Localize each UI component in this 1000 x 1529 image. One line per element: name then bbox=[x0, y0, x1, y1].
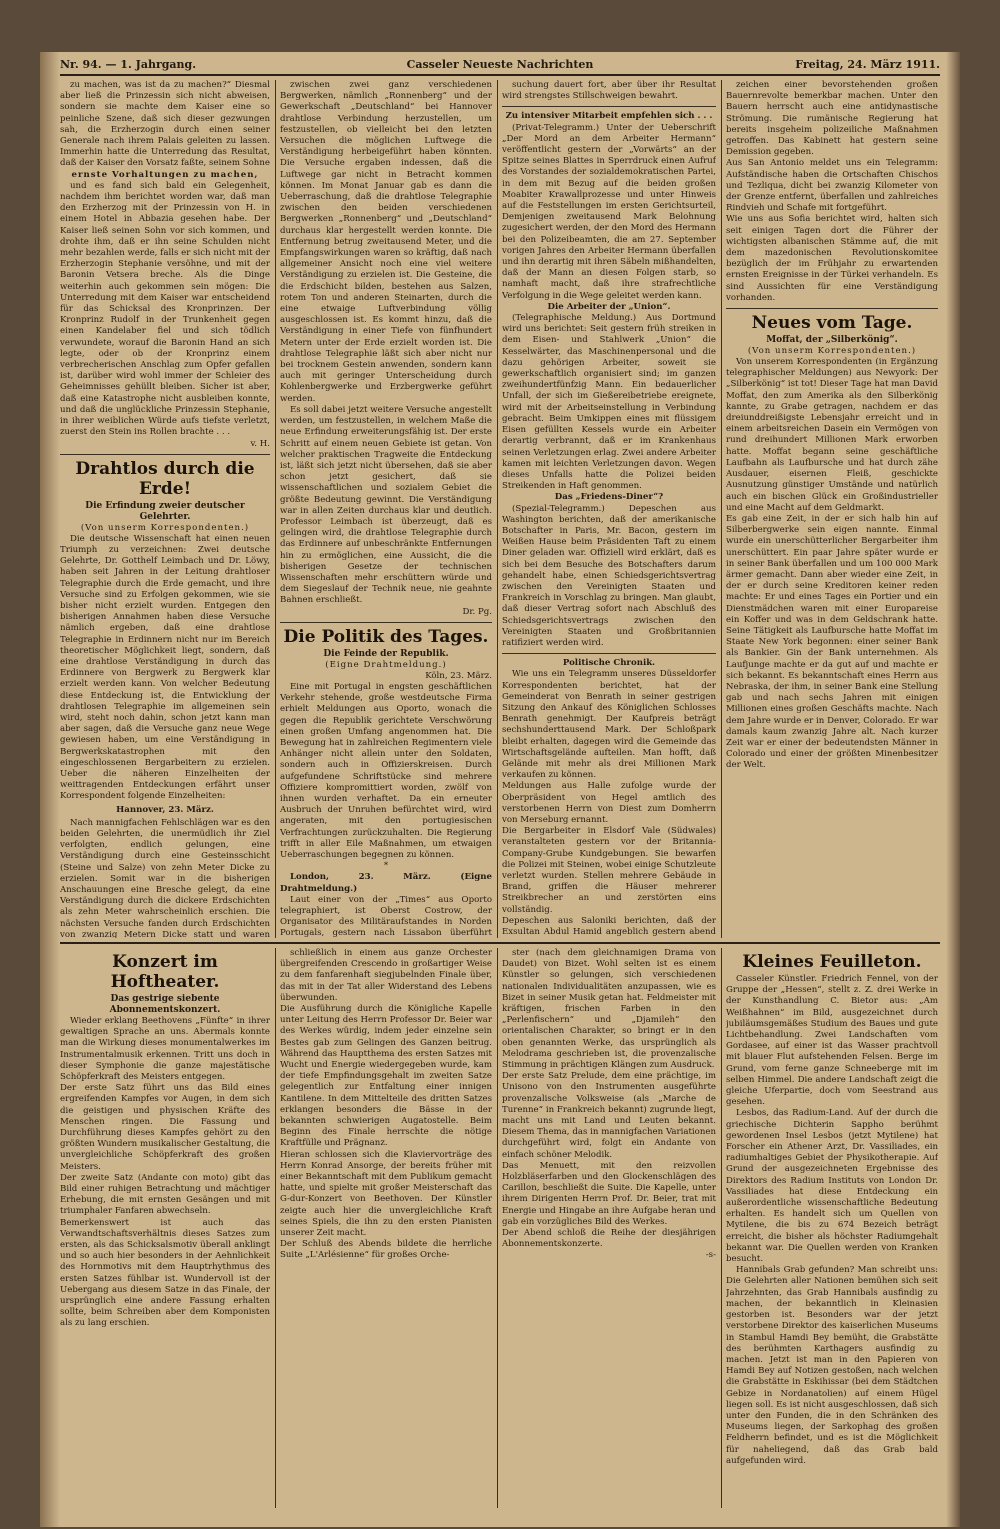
col2-dateline2: London, 23. März. (Eigne Drahtmeldung.) bbox=[280, 872, 492, 894]
bottom-column-4 bbox=[726, 948, 938, 1508]
section-rule bbox=[60, 942, 940, 944]
col1-dateline: Hannover, 23. März. bbox=[116, 804, 214, 815]
col3-head-1: Zu intensiver Mitarbeit empfehlen sich . . . bbox=[505, 111, 713, 122]
feuilleton-item-3: Hannibals Grab gefunden? Man schreibt uns: Die Gelehrten aller Nationen bemühen sich seit Jahrzehnten, das Grab Hannibals ausfindig zu machen, der bekanntlich in Kleinasien gestorben ist. Besonders war der jetzt verstorbene Direktor des kaiserlichen Museums in Stambul Hamdi Bey bemüht, die Grabstätte des berühmten Karthagers ausfindig zu machen. Jetzt ist man in den Papieren von Hamdi Bey auf Notizen gestoßen, nach welchen die Grabstätte in Eskihissar (bei dem Städtchen Gebize in Nordanatolien) auf einem Hügel liegen soll. Es ist nicht ausgeschlossen, daß sich unter den Funden, die in den Schränken des Museums liegen, der Sarkophag des großen Feldherrn befindet, und es ist die Möglichkeit für naheliegend, daß das Grab bald aufgefunden wird. bbox=[726, 1265, 938, 1466]
feuilleton-item-1: Casseler Künstler. Friedrich Fennel, von der Gruppe der „Hessen“, stellt z. Z. drei Werke in der Kunsthandlung C. Bietor aus: „Am Weißhahnen“ im Bild, ausgezeichnet durch jubiläumsgemäßes Studium des Baues und gute Lichtbehandlung. Zwei Landschaften vom Gordasee, auf einer ist das Wasser prachtvoll mit blauer Flut aufstehenden Felsen. Berge im Grund, vom ferne ganze Schneeberge mit im selben Himmel. Die andere Landschaft zeigt die gleiche Uferpartie, doch vom Seestrand aus gesehen. bbox=[726, 974, 938, 1108]
article-subtitle-konzert: Das gestrige siebente Abonnementskonzert. bbox=[109, 994, 221, 1015]
issue-number: Nr. 94. — 1. Jahrgang. bbox=[60, 58, 197, 71]
column-rule bbox=[497, 948, 498, 1508]
article-title-politik: Die Politik des Tages. bbox=[283, 626, 489, 647]
bottom-col3-text: ster (nach dem gleichnamigen Drama von Daudet) von Bizet. Wohl selten ist es einem Künstler so gelungen, sich verschiedenen nationalen Individualitäten anzupassen, wie es Bizet in seiner Musik getan hat. Feldmeister mit kräftigen, frischen Farben in den „Perlenfischern“ und „Djamileh“ den orientalischen Charakter, so bringt er in den oben genannten Werke, das ursprünglich als Melodrama geschrieben ist, die provenzalische Stimmung in prächtigen Klängen zum Ausdruck. Der erste Satz Prelude, dem eine prächtige, im Unisono von den Instrumenten ausgeführte provenzalische Volksweise (als „Marche de Turenne“ in Frankreich bekannt) zugrunde liegt, macht uns mit Land und Leuten bekannt. Diesem Thema, das in mannigfachen Variationen durchgeführt wird, folgt ein Andante von einfach schöner Melodik. Das Menuett, mit den reizvollen Holzbläserfarben und den Glockenschlägen des Carillon, beschließt die Suite. Die Kapelle, unter ihrem Dirigenten Herrn Prof. Dr. Beier, trat mit Energie und Hingabe an ihre Aufgabe heran und gab ein vorzügliches Bild des Werkes. Der Abend schloß die Reihe der diesjährigen Abonnementskonzerte. bbox=[502, 948, 716, 1250]
column-rule bbox=[721, 80, 722, 938]
divider bbox=[60, 454, 270, 455]
bottom-column-2 bbox=[280, 948, 492, 1508]
divider bbox=[726, 308, 938, 309]
column-4 bbox=[726, 80, 938, 938]
col3-text-d: (Spezial-Telegramm.) Depeschen aus Washington berichten, daß der amerikanische Botschafter in Paris, Mr. Bacon, gestern im Weißen Hause beim Präsidenten Taft zu einem Diner geladen war. Offiziell wird erklärt, daß es sich bei dem Besuche des Botschafters darum gehandelt habe, einen Schiedsgerichtsvertrag zwischen den Vereinigten Staaten und Frankreich in Vorschlag zu bringen. Man glaubt, daß dieser Vertrag sofort nach Abschluß des Schiedsgerichtsvertrags zwischen den Vereinigten Staaten und Großbritannien ratifiziert werden wird. bbox=[502, 503, 716, 648]
article-byline-drahtlos: (Von unserm Korrespondenten.) bbox=[80, 522, 250, 533]
column-rule bbox=[275, 80, 276, 938]
bottom-column-3 bbox=[502, 948, 716, 1508]
col2-text-c: Eine mit Portugal in engsten geschäftlichen Verkehr stehende, große westdeutsche Firma erhielt Meldungen aus Oporto, wonach die gegen die Republik gerichtete Verschwörung einen großen Umfang angenommen hat. Die Bewegung hat in zahlreichen Regimentern viele Anhänger nicht allein unter den Soldaten, sondern auch in Offizierskreisen. Durch aufgefundene Schriftstücke sind mehrere Offiziere kompromittiert worden, zwölf von ihnen wurden verhaftet. Da ein erneuter Ausbruch der Unruhen befürchtet wird, wird angeraten, mit den portugiesischen Verfrachtungen zurückzuhalten. Die Regierung trifft in aller Eile Maßnahmen, um etwaigen Ueberraschungen begegnen zu können. bbox=[280, 681, 492, 860]
column-1 bbox=[60, 80, 270, 938]
col1-text-top: zu machen, was ist da zu machen?“ Diesmal aber ließ die Prinzessin sich nicht abweisen, sondern sie machte dem Kaiser eine so peinliche Szene, daß sich dieser gezwungen sah, die Erzherzogin durch einen seiner Generale nach ihrem Palais geleiten zu lassen. Immerhin hatte die Unterredung das Resultat, daß der Kaiser den Vorsatz faßte, seinem Sohne bbox=[60, 80, 270, 169]
article-title-drahtlos: Drahtlos durch die Erde! bbox=[75, 458, 255, 499]
article-title-konzert: Konzert im Hoftheater. bbox=[110, 952, 220, 992]
column-rule bbox=[275, 948, 276, 1508]
article-subtitle-politik: Die Feinde der Republik. bbox=[323, 648, 449, 659]
article-byline-neues: (Von unserm Korrespondenten.) bbox=[747, 346, 917, 357]
column-3 bbox=[502, 80, 716, 938]
col3-text-b: (Privat-Telegramm.) Unter der Ueberschrift „Der Mord an dem Arbeiter Hermann“ veröffentlicht gestern der „Vorwärts“ an der Spitze seines Blattes in Sperrdruck einen Aufruf des Vorstandes der sozialdemokratischen Partei, in dem mit Bezug auf die beiden großen Moabiter Krawallprozesse und unter Hinweis auf die Feststellungen im ersten Gerichtsurteil, Demjenigen zweitausend Mark Belohnung zugesichert werden, der den Mord des Hermann bei den Polizeibeamten, die am 27. September vorigen Jahres den Arbeiter Hermann überfallen und ihn derartig mit ihren Säbeln mißhandelten, daß der Mann an diesen Folgen starb, so namhaft macht, daß ihre strafrechtliche Verfolgung in die Wege geleitet werden kann. bbox=[502, 122, 716, 301]
feuilleton-item-2: Lesbos, das Radium-Land. Auf der durch die griechische Dichterin Sappho berühmt gewordenen Insel Lesbos (jetzt Mytilene) hat Forscher ein Athener Arzt, Dr. Vassiliades, ein radiumhaltiges Gebiet der Physikotherapie. Auf Grund der ausgezeichneten Ergebnisse des Direktors des Radium Instituts von London Dr. Vassiliades hat diese Entdeckung ein außerordentliche wissenschaftliche Bedeutung erhalten. Es handelt sich um Quellen von Mytilene, die bis zu 674 Bezeich beträgt erreicht, die bisher als höchster Radiumgehalt bekannt war. Die Quellen werden von Kranken besucht. bbox=[726, 1108, 938, 1265]
divider bbox=[502, 653, 716, 654]
col3-text-a: suchung dauert fort, aber über ihr Resultat wird strengstes Stillschweigen bewahrt. bbox=[502, 80, 716, 102]
masthead bbox=[60, 58, 940, 74]
bottom-col1-text: Wieder erklang Beethovens „Fünfte“ in ihrer gewaltigen Sprache an uns. Abermals konnte man die Wirkung dieses monumentalwerkes im Instrumentalmusik erkennen. Tritt uns doch in dieser Symphonie die ganze majestätische Schöpferkraft des Meisters entgegen. Der erste Satz führt uns das Bild eines ergreifenden Kampfes vor Augen, in dem sich die geistigen und physischen Kräfte des Menschen ringen. Die Fassung und Durchführung dieses Kampfes gehört zu den größten Wundern musikalischer Gestaltung, die unvergleichliche Schöpferkraft des großen Meisters. Der zweite Satz (Andante con moto) gibt das Bild einer ruhigen Betrachtung und mächtiger Erhebung, die mit ernsten Gesängen und mit triumphaler Fanfaren abwechseln. Bemerkenswert ist auch das Verwandtschaftsverhältnis dieses Satzes zum ersten, als das Schicksalsmotiv überall anklingt und so auch hier besonders in der Aehnlichkeit des Hornmotivs mit dem Hauptrhythmus des ersten Satzes fühlbar ist. Wundervoll ist der Uebergang aus diesem Satze in das Finale, der ursprünglich eine andere Fassung erhalten sollte, beim Schreiben aber dem Komponisten als zu lang erschien. bbox=[60, 1016, 270, 1329]
column-rule bbox=[721, 948, 722, 1508]
col4-text-a: zeichen einer bevorstehenden großen Bauernrevolte bemerkbar machen. Unter den Bauern herrscht auch eine antidynastische Strömung. Die rumänische Regierung hat bereits insgeheim polizeiliche Maßnahmen getroffen. Das Kabinett hat gestern seine Demission gegeben. Aus San Antonio meldet uns ein Telegramm: Aufständische haben die Ortschaften Chischos und Tezliqua, dicht bei zwanzig Kilometer von der Grenze entfernt, überfallen und zahlreiches Rindvieh und Schafe mit fortgeführt. Wie uns aus Sofia berichtet wird, halten sich seit einigen Tagen dort die Führer der wichtigsten albanischen Stämme auf, die mit dem mazedonischen Revolutionskomitee bezüglich der im Frühjahr zu erwartenden ernsten Ereignisse in der Türkei verhandeln. Es sind Aussichten für eine Verständigung vorhanden. bbox=[726, 80, 938, 303]
col1-spaced: ernste Vorhaltungen zu machen, bbox=[71, 169, 259, 180]
col1-text-mid: und es fand sich bald ein Gelegenheit, nachdem ihm berichtet worden war, daß man den Erzherzog mit der Prinzessin von H. in einem Hotel in Abbazia gesehen habe. Der Kaiser ließ seinen Sohn vor sich kommen, und drohte ihm, daß er ihn seine Schulden nicht mehr bezahlen werde, falls er sich nicht mit der Erzherzogin Stephanie versöhne, und mit der Baronin Vetsera breche. Als die Dinge weiterhin auch gekommen sein mögen: Die Unterredung mit dem Kaiser war entscheidend für das Schicksal des Kronprinzen. Der Kronprinz Rudolf in der Trunkenheit gegen einen Kandelaber fiel und sich tödlich verwundete, worauf die Baronin Hand an sich legte, oder ob der Kronprinz einem verbrecherischen Anschlag zum Opfer gefallen ist, darüber wird wohl immer der Schleier des Geheimnisses gehüllt bleiben. Sicher ist aber, daß eine Katastrophe nicht ausbleiben konnte, und daß die unglückliche Prinzessin Stephanie, in ihrer weiblichen Würde aufs tiefste verletzt, zuerst den Stein ins Rollen brachte . . . bbox=[60, 180, 270, 438]
col3-text-e: Wie uns ein Telegramm unseres Düsseldorfer Korrespondenten berichtet, hat der Gemeinderat von Benrath in seiner gestrigen Sitzung den Ankauf des Königlichen Schlosses Benrath genehmigt. Der Kaufpreis beträgt sechshunderttausend Mark. Der Schloßpark bleibt erhalten, dagegen wird die Gemeinde das Wirtschaftsgelände aufteilen. Man hofft, daß Gelände mit mehr als drei Millionen Mark verkaufen zu können. Meldungen aus Halle zufolge wurde der Oberpräsident von Hegel amtlich des verstorbenen Herrn von Diest zum Domherrn von Merseburg ernannt. Die Bergarbeiter in Elsdorf Vale (Südwales) veranstalteten gestern vor der Britannia-Company-Grube Kundgebungen. Sie bewarfen die Polizei mit Steinen, wobei einige Schutzleute verletzt wurden. Stellen mehrere Gebäude in Brand, griffen die Häuser mehrerer Streikbrecher an und zerstörten eins vollständig. Depeschen aus Saloniki berichten, daß der Exsultan Abdul Hamid angeblich gestern abend bbox=[502, 669, 716, 938]
col1-signature: v. H. bbox=[250, 438, 270, 449]
article-title-feuilleton: Kleines Feuilleton. bbox=[742, 952, 922, 972]
col4-text-b: Von unserem Korrespondenten (in Ergänzung telegraphischer Meldungen) aus Newyork: Der „Silberkönig“ ist tot! Dieser Tage hat man David Moffat, den zum Amerika als den Silberkönig kannte, zu Grabe getragen, nachdem er das dreiunddreißigste Lebensjahr erreicht und in einem arbeitsreichen Dasein ein Vermögen von rund dreihundert Millionen Mark erworben hatte. Moffat begann seine geschäftliche Laufbahn als Laufbursche und hat durch zähe Ausdauer, eisernen Fleiß, geschickte Ausnutzung günstiger Umstände und natürlich auch ein bischen Glück ein Großindustrieller und eine Macht auf dem Geldmarkt. Es gab eine Zeit, in der er sich halb hin auf Silberbergwerke sein eigen nannte. Einmal wurde ein unerschütterlicher Bergarbeiter ihm unerschüttert. Ein paar Jahre später wurde er in seiner Bank überfallen und um 100 000 Mark ärmer gemacht. Dann aber wieder eine Zeit, in der er durch seine Kreditoren keiner reden machte: Er und eines Tages ein Portier und ein Dienstmädchen waren mit einer Europareise ein Koffer und was in dem Geldschrank hatte. Seine Tätigkeit als Laufbursche hatte Moffat im Staate New York begonnen: einer seiner Bank als Bankier. Gin der Bank unternehmen. Als Laufjunge machte er da gut auf und machte er sich bekannt. Es bekanntschaft eines Herrn aus Nebraska, der ihm, in seiner Bank eine Stellung gab und nach sechs Jahren mit einigen Millionen eines großen Geschäfts machte. Nach dem Jahre wurde er in Denver, Colorado. Er war damals kaum zwanzig Jahre alt. Nach kurzer Zeit war er einer der bedeutendsten Männer in Colorado und einer der größten Minenbesitzer der Welt. bbox=[726, 357, 938, 771]
col3-head-3: Das „Friedens-Diner“? bbox=[554, 492, 664, 503]
col2-signature: Dr. Pg. bbox=[462, 606, 492, 617]
asterisk-divider: * bbox=[383, 861, 389, 872]
col3-head-2: Die Arbeiter der „Union“. bbox=[547, 301, 671, 312]
article-title-neues: Neues vom Tage. bbox=[751, 313, 913, 334]
bottom-col3-signature: -s- bbox=[705, 1250, 716, 1261]
article-subtitle-neues: Moffat, der „Silberkönig“. bbox=[766, 335, 898, 346]
col2-text-b: Es soll dabei jetzt weitere Versuche angestellt werden, um festzustellen, in welchem Maße die neue Erfindung erweiterungsfähig ist. Der erste Schritt auf einem neuen Gebiete ist getan. Von welcher praktischen Tragweite die Entdeckung ist, läßt sich jetzt nicht übersehen, daß sie aber schon jetzt gesichert, daß sie wissenschaftlichen und sozialem Gebiet die größte Bedeutung gewinnt. Die Verständigung war in allen Zeiten durchaus klar und deutlich. Professor Leimbach ist überzeugt, daß es gelingen wird, die drahtlose Telegraphie durch das Erdinnere auf unbeschränkte Entfernungen hin zu ermöglichen, eine Aussicht, die die bisherigen Gesetze der technischen Wissenschaften mehr erschüttern würde und dem Siegeslauf der Technik neue, nie geahnte Bahnen erschließt. bbox=[280, 404, 492, 606]
paper-title: Casseler Neueste Nachrichten bbox=[406, 58, 594, 71]
col3-head-4: Politische Chronik. bbox=[562, 658, 656, 669]
divider bbox=[280, 622, 492, 623]
col1-text-b: Nach mannigfachen Fehlschlägen war es den beiden Gelehrten, die unermüdlich ihr Ziel verfolgten, endlich gelungen, eine Verständigung durch eine Gesteinsschicht (Steine und Salze) von zehn Meter Dicke zu erzielen. Somit war in die bisherigen Anschauungen eine Bresche gelegt, da eine Verständigung durch die dickere Erdschichten als zehn Meter wahrscheinlich erschien. Die nächsten Versuche fanden durch Erdschichten von zwanzig Metern Dicke statt und waren bbox=[60, 817, 270, 938]
newspaper-page bbox=[40, 52, 960, 1527]
col2-text-d: Laut einer von der „Times“ aus Oporto telegraphiert, ist Oberst Costrow, der Organisator des Militäraufstandes in Norden Portugals, gestern nach Lissabon überführt bbox=[280, 894, 492, 938]
page-shadow-right bbox=[946, 52, 960, 1527]
col3-text-c: (Telegraphische Meldung.) Aus Dortmund wird uns berichtet: Seit gestern früh streiken in dem Eisen- und Stahlwerk „Union“ die Kesselwärter, das Maschinenpersonal und die dazu gehörigen Arbeiter, soweit sie gewerkschaftlich organisiert sind; im ganzen zweihundertfünfzig Mann. Ein bedauerlicher Unfall, der sich im Gießereibetriebe ereignete, wird mit der Arbeitseinstellung in Verbindung gebracht. Beim Umkippen eines mit flüssigem Eisen gefüllten Kessels wurde ein Arbeiter derartig verbrannt, daß er im Krankenhaus seinen Verletzungen erlag. Zwei andere Arbeiter kamen mit leichten Verletzungen davon. Wegen dieses Unfalls hatte die Polizei beiden Streikenden in Haft genommen. bbox=[502, 313, 716, 492]
issue-date: Freitag, 24. März 1911. bbox=[795, 58, 940, 71]
col2-text-a: zwischen zwei ganz verschiedenen Bergwerken, nämlich „Ronnenberg“ und der Gewerkschaft „Deutschland“ bei Hannover drahtlose Verbindung herzustellen, um festzustellen, ob vielleicht bei den letzten Versuchen die möglichen Luftwege die Verständigung herbeigeführt haben könnten. Die Versuche ergaben indessen, daß die Luftwege gar nicht in Betracht kommen können. Im Monat Januar gab es dann die Ueberraschung, daß die drahtlose Telegraphie zwischen den beiden verschiedenen Bergwerken „Ronnenberg“ und „Deutschland“ durchaus klar hergestellt werden konnte. Die Entfernung betrug zweitausend Meter, und die Empfangswirkungen waren so kräftig, daß nach allgemeiner Ansicht noch eine viel weitere Verständigung zu erzielen ist. Die Gesteine, die die Erdschicht bilden, bestehen aus Salzen, rotem Ton und anderen Steinarten, durch die eine etwaige Luftverbindung völlig ausgeschlossen ist. Es kommt hinzu, daß die Verständigung in einer Tiefe von fünfhundert Metern unter der Erde erzielt worden ist. Die drahtlose Telegraphie läßt sich aber nicht nur bei trocknem Gestein anwenden, sondern kann auch mit geringer Unterscheidung durch Kohlenbergwerke und Erzbergwerke geführt werden. bbox=[280, 80, 492, 404]
col1-text-a: Die deutsche Wissenschaft hat einen neuen Triumph zu verzeichnen: Zwei deutsche Gelehrte, Dr. Gotthelf Leimbach und Dr. Löwy, haben seit Jahren in der Leitung drahtloser Telegraphie durch die Erde gemacht, und ihre Versuche sind zu Erfolgen gekommen, wie sie bisher nicht erzielt wurden. Entgegen den bisherigen Annahmen haben diese Versuche nämlich ergeben, daß eine drahtlose Telegraphie in Erdinnern nicht nur im Bereich theoretischer Möglichkeit liegt, sondern, daß eine drahtlose Verständigung in durch das Erdinnere von Bergwerk zu Bergwerk klar erzielt werden kann. Von welcher Bedeutung diese Entdeckung ist, die Entwicklung der drahtlosen Telegraphie im allgemeinen sein wird, steht noch dahin, schon jetzt kann man aber sagen, daß die Versuche ganz neue Wege gewiesen haben, um eine Verständigung in Bergwerkskatastrophen mit den eingeschlossenen Bergarbeitern zu erzielen. Ueber die näheren Einzelheiten der weittragenden Entdeckungen erfährt unser Korrespondent folgende Einzelheiten: bbox=[60, 533, 270, 802]
bottom-column-1 bbox=[60, 948, 270, 1508]
article-byline-politik: (Eigne Drahtmeldung.) bbox=[325, 659, 447, 670]
column-2 bbox=[280, 80, 492, 938]
masthead-rule bbox=[60, 74, 940, 76]
article-subtitle-drahtlos: Die Erfindung zweier deutscher Gelehrter. bbox=[85, 500, 245, 522]
divider bbox=[502, 106, 716, 107]
bottom-col2-text: schließlich in einem aus ganze Orchester übergreifenden Crescendo in großartiger Weise zu dem fanfarenhaft siegjubelnden Finale über, das mit in der Tat aller Widerstand des Lebens überwunden. Die Ausführung durch die Königliche Kapelle unter Leitung des Herrn Professor Dr. Beier war des Werkes würdig, indem jeder einzelne sein Bestes gab zum Gelingen des Ganzen beitrug. Während das Hauptthema des ersten Satzes mit Wucht und Energie wiedergegeben wurde, kam der tiefe Empfindungsgehalt im zweiten Satze gelegentlich zur Entfaltung einer innigen Kantilene. In dem Mittelteile des dritten Satzes erklangen besonders die Bässe in der bekannten schwierigen Augatostelle. Beim Beginn des Finale herrschte die nötige Kraftfülle und Prägnanz. Hieran schlossen sich die Klaviervorträge des Herrn Konrad Ansorge, der bereits früher mit einer Bekanntschaft mit dem Publikum gemacht hatte, und spielte mit großer Meisterschaft das G-dur-Konzert von Beethoven. Der Künstler zeigte auch hier die unvergleichliche Kraft seines Spiels, die ihn zu den ersten Pianisten unserer Zeit macht. Der Schluß des Abends bildete die herrliche Suite „L'Arlésienne“ für großes Orche- bbox=[280, 948, 492, 1261]
page-shadow-left bbox=[40, 52, 60, 1527]
col2-dateline: Köln, 23. März. bbox=[425, 670, 492, 681]
column-rule bbox=[497, 80, 498, 938]
